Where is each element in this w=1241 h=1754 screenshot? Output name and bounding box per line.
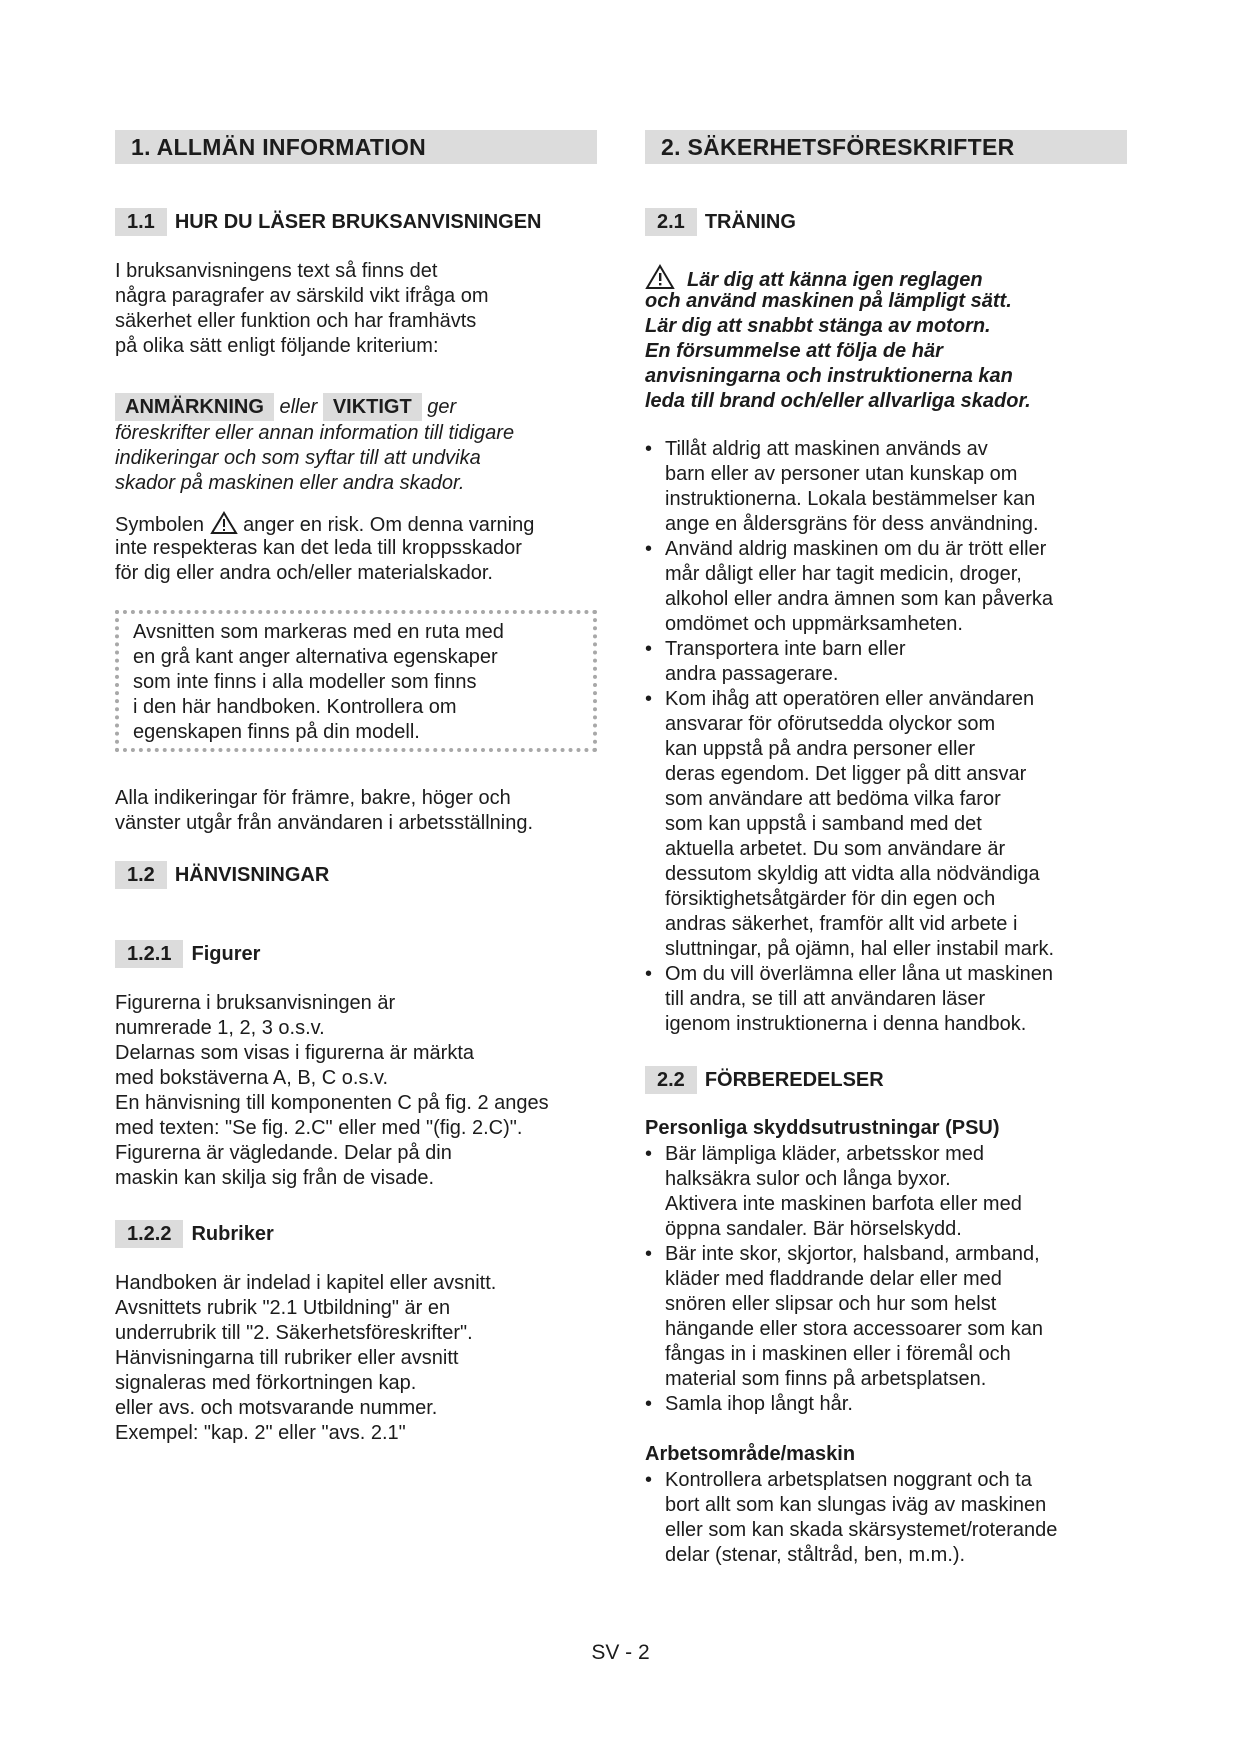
note-first-line	[115, 393, 514, 421]
text-line: som kan uppstå i samband med det	[665, 813, 982, 835]
text-line: sluttningar, på ojämn, hal eller instabil mark.	[665, 938, 1055, 960]
text-line: skador på maskinen eller andra skador.	[115, 472, 465, 494]
text-line: eller som kan skada skärsystemet/roterande	[665, 1519, 1058, 1541]
text-line: alkohol eller andra ämnen som kan påverka	[665, 588, 1053, 610]
text-line: underrubrik till "2. Säkerhetsföreskrifter".	[115, 1322, 473, 1344]
section-number: 1.1	[115, 208, 167, 236]
page-number: SV - 2	[591, 1641, 650, 1664]
text-line: försiktighetsåtgärder för din egen och	[665, 888, 996, 910]
text-line: halksäkra sulor och långa byxor.	[665, 1168, 951, 1190]
symbol-line	[115, 511, 534, 536]
text-line: aktuella arbetet. Du som användare är	[665, 838, 1006, 860]
figurer-paragraph	[115, 991, 549, 1191]
text-line: inte respekteras kan det leda till kroppsskador	[115, 537, 522, 559]
list-item	[645, 1142, 1043, 1242]
section-title: FÖRBEREDELSER	[704, 1069, 884, 1091]
text-line: material som finns på arbetsplatsen.	[665, 1368, 987, 1390]
text-line: mår dåligt eller har tagit medicin, droger,	[665, 563, 1022, 585]
text-line: Bär lämpliga kläder, arbetsskor med	[665, 1143, 985, 1165]
bullet-icon: •	[645, 1143, 653, 1165]
bullet-icon: •	[645, 638, 653, 660]
warning-first-line	[645, 264, 1031, 289]
section-heading-2-1	[645, 208, 796, 236]
list-item	[645, 1392, 1043, 1417]
text-line: en grå kant anger alternativa egenskaper	[133, 646, 498, 668]
text-line: egenskapen finns på din modell.	[133, 721, 420, 743]
text-line: numrerade 1, 2, 3 o.s.v.	[115, 1017, 325, 1039]
text-line: på olika sätt enligt följande kriterium:	[115, 335, 439, 357]
text-line: Avsnittets rubrik "2.1 Utbildning" är en	[115, 1297, 451, 1319]
training-warning	[645, 264, 1031, 414]
text-line: I bruksanvisningens text så finns det	[115, 260, 438, 282]
text-line: Lär dig att snabbt stänga av motorn.	[645, 315, 991, 337]
box-text	[133, 620, 504, 745]
text-line: och använd maskinen på lämpligt sätt.	[645, 290, 1012, 312]
text-line: som inte finns i alla modeller som finns	[133, 671, 477, 693]
list-item	[645, 962, 1054, 1037]
list-item	[645, 687, 1054, 962]
section-heading-1-2-1	[115, 940, 260, 968]
text-line: Aktivera inte maskinen barfota eller med	[665, 1193, 1022, 1215]
text-line: omdömet och uppmärksamheten.	[665, 613, 963, 635]
symbol-paragraph	[115, 511, 534, 586]
text-line: En hänvisning till komponenten C på fig. 2 anges	[115, 1092, 549, 1114]
section-number: 2.1	[645, 208, 697, 236]
text-line: Kontrollera arbetsplatsen noggrant och ta	[665, 1469, 1032, 1491]
text-line: Transportera inte barn eller	[665, 638, 906, 660]
text-anger: anger en risk. Om denna varning	[243, 514, 535, 536]
training-bullet-list	[645, 437, 1054, 1037]
text-line: föreskrifter eller annan information till tidigare	[115, 422, 515, 444]
text-line: Lär dig att känna igen reglagen	[687, 269, 983, 291]
work-area-bullet-list	[645, 1468, 1057, 1568]
list-item	[645, 1242, 1043, 1392]
text-line: öppna sandaler. Bär hörselskydd.	[665, 1218, 962, 1240]
text-line: med bokstäverna A, B, C o.s.v.	[115, 1067, 389, 1089]
text-line: Bär inte skor, skjortor, halsband, armband,	[665, 1243, 1040, 1265]
bullet-icon: •	[645, 1393, 653, 1415]
text-line: dessutom skyldig att vidta alla nödvändiga	[665, 863, 1040, 885]
text-line: vänster utgår från användaren i arbetsställning.	[115, 812, 534, 834]
text-line: Om du vill överlämna eller låna ut maskinen	[665, 963, 1053, 985]
section-number: 1.2	[115, 861, 167, 889]
bullet-icon: •	[645, 688, 653, 710]
text-line: eller avs. och motsvarande nummer.	[115, 1397, 438, 1419]
text-line: som användare att bedöma vilka faror	[665, 788, 1001, 810]
text-line: anvisningarna och instruktionerna kan	[645, 365, 1013, 387]
text-line: med texten: "Se fig. 2.C" eller med "(fig. 2.C)".	[115, 1117, 523, 1139]
text-line: Avsnitten som markeras med en ruta med	[133, 621, 504, 643]
section-number: 2.2	[645, 1066, 697, 1094]
text-line: leda till brand och/eller allvarliga skador.	[645, 390, 1031, 412]
optional-features-box	[115, 610, 597, 752]
text-line: Alla indikeringar för främre, bakre, höger och	[115, 787, 511, 809]
text-line: andra passagerare.	[665, 663, 839, 685]
bullet-icon: •	[645, 538, 653, 560]
text-line: bort allt som kan slungas iväg av maskinen	[665, 1494, 1047, 1516]
intro-paragraph	[115, 259, 489, 359]
bullet-icon: •	[645, 1243, 653, 1265]
text-line: Tillåt aldrig att maskinen används av	[665, 438, 988, 460]
bullet-icon: •	[645, 963, 653, 985]
text-line: delar (stenar, ståltråd, ben, m.m.).	[665, 1544, 966, 1566]
text-line: Figurerna i bruksanvisningen är	[115, 992, 396, 1014]
text-line: för dig eller andra och/eller materialskador.	[115, 562, 493, 584]
section-heading-1-1	[115, 208, 542, 236]
section-heading-1-2-2	[115, 1220, 274, 1248]
section-number: 1.2.1	[115, 940, 183, 968]
text-line: i den här handboken. Kontrollera om	[133, 696, 457, 718]
text-line: signaleras med förkortningen kap.	[115, 1372, 417, 1394]
text-line: Delarnas som visas i figurerna är märkta	[115, 1042, 475, 1064]
text-line: kläder med fladdrande delar eller med	[665, 1268, 1002, 1290]
bullet-icon: •	[645, 438, 653, 460]
list-item	[645, 537, 1054, 637]
text-line: barn eller av personer utan kunskap om	[665, 463, 1018, 485]
text-eller: eller	[279, 396, 318, 418]
text-line: igenom instruktionerna i denna handbok.	[665, 1013, 1027, 1035]
text-line: Använd aldrig maskinen om du är trött eller	[665, 538, 1047, 560]
text-line: säkerhet eller funktion och har framhävts	[115, 310, 477, 332]
list-item	[645, 437, 1054, 537]
warning-triangle-icon	[645, 264, 675, 290]
warning-triangle-icon	[210, 511, 238, 535]
work-area-subheading: Arbetsområde/maskin	[645, 1443, 856, 1465]
section-heading-1-2	[115, 861, 329, 889]
text-line: indikeringar och som syftar till att undvika	[115, 447, 481, 469]
anmarkning-tag: ANMÄRKNING	[115, 393, 274, 421]
text-line: fångas in i maskinen eller i föremål och	[665, 1343, 1011, 1365]
section-title: HÄNVISNINGAR	[174, 864, 330, 886]
text-line: Kom ihåg att operatören eller användaren	[665, 688, 1035, 710]
text-ger: ger	[427, 396, 457, 418]
text-line: till andra, se till att användaren läser	[665, 988, 986, 1010]
text-line: Figurerna är vägledande. Delar på din	[115, 1142, 452, 1164]
section-title: HUR DU LÄSER BRUKSANVISNINGEN	[174, 211, 542, 233]
text-line: snören eller slipsar och hur som helst	[665, 1293, 997, 1315]
psu-bullet-list	[645, 1142, 1043, 1417]
viktigt-tag: VIKTIGT	[323, 393, 422, 421]
text-line: ange en åldersgräns för dess användning.	[665, 513, 1039, 535]
text-line: Hänvisningarna till rubriker eller avsnitt	[115, 1347, 459, 1369]
directions-paragraph	[115, 786, 533, 836]
psu-subheading: Personliga skyddsutrustningar (PSU)	[645, 1117, 1000, 1139]
section-heading-2-2	[645, 1066, 884, 1094]
text-line: instruktionerna. Lokala bestämmelser kan	[665, 488, 1036, 510]
section-number: 1.2.2	[115, 1220, 183, 1248]
text-line: kan uppstå på andra personer eller	[665, 738, 976, 760]
note-paragraph	[115, 393, 514, 496]
text-line: hängande eller stora accessoarer som kan	[665, 1318, 1043, 1340]
bullet-icon: •	[645, 1469, 653, 1491]
list-item	[645, 1468, 1057, 1568]
section-title: Rubriker	[191, 1223, 274, 1245]
text-line: deras egendom. Det ligger på ditt ansvar	[665, 763, 1027, 785]
list-item	[645, 637, 1054, 687]
text-line: några paragrafer av särskild vikt ifråga om	[115, 285, 489, 307]
text-symbolen: Symbolen	[115, 514, 204, 536]
text-line: andras säkerhet, framför allt vid arbete i	[665, 913, 1018, 935]
rubriker-paragraph	[115, 1271, 496, 1446]
chapter-heading-2: 2. SÄKERHETSFÖRESKRIFTER	[645, 130, 1127, 164]
section-title: TRÄNING	[704, 211, 796, 233]
text-line: En försummelse att följa de här	[645, 340, 943, 362]
text-line: maskin kan skilja sig från de visade.	[115, 1167, 435, 1189]
section-title: Figurer	[191, 943, 261, 965]
chapter-heading-1: 1. ALLMÄN INFORMATION	[115, 130, 597, 164]
text-line: ansvarar för oförutsedda olyckor som	[665, 713, 996, 735]
text-line: Exempel: "kap. 2" eller "avs. 2.1"	[115, 1422, 406, 1444]
text-line: Handboken är indelad i kapitel eller avsnitt.	[115, 1272, 497, 1294]
text-line: Samla ihop långt hår.	[665, 1393, 853, 1415]
